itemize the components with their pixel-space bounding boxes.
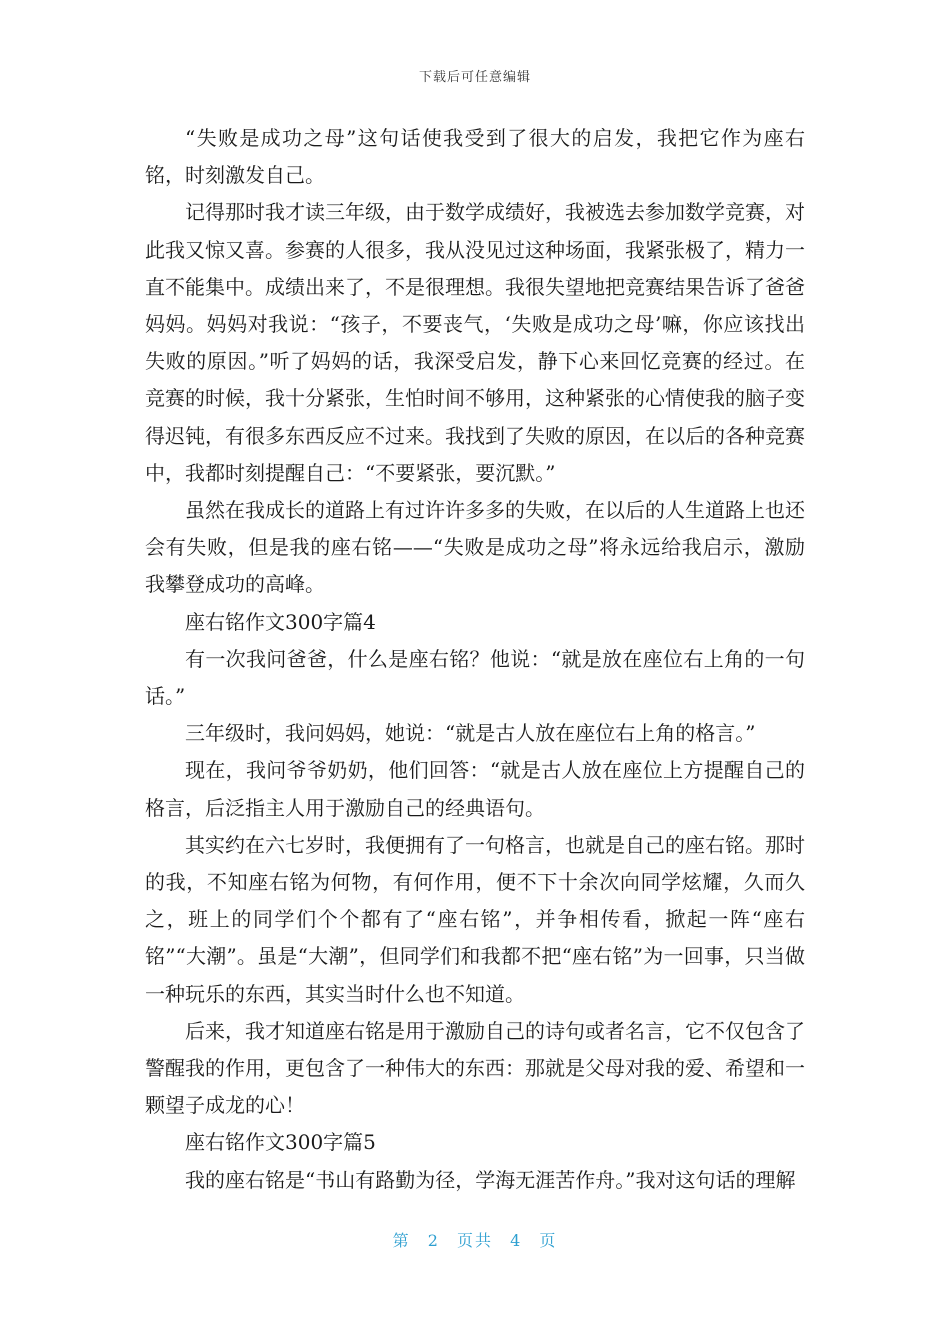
paragraph-ask-father: 有一次我问爸爸，什么是座右铭？他说：“就是放在座位右上角的一句话。” [145,646,805,709]
page-header: 下载后可任意编辑 [418,70,531,85]
page-footer: 第 2 页共 4 页 [392,1231,558,1250]
section-heading-essay-5: 座右铭作文300字篇5 [185,1130,376,1155]
document-body [145,120,805,1199]
paragraph-conclusion: 虽然在我成长的道路上有过许许多多的失败，在以后的人生道路上也还会有失败，但是我的座右铭——“失败是成功之母”将永远给我启示，激励我攀登成功的高峰。 [145,498,805,597]
paragraph-later-understanding: 后来，我才知道座右铭是用于激励自己的诗句或者名言，它不仅包含了警醒我的作用，更包含了一种伟大的东西：那就是父母对我的爱、希望和一颗望子成龙的心！ [145,1018,805,1118]
paragraph-ask-grandparents: 现在，我问爷爷奶奶，他们回答：“就是古人放在座位上方提醒自己的格言，后泛指主人用于激励自己的经典语句。 [145,758,805,820]
section-heading-essay-4: 座右铭作文300字篇4 [185,609,376,634]
paragraph-childhood-motto: 其实约在六七岁时，我便拥有了一句格言，也就是自己的座右铭。那时的我，不知座右铭为何物，有何作用，便不下十余次向同学炫耀，久而久之，班上的同学们个个都有了“座右铭”，并争相传看，掀起一阵“座右铭”“大潮”。虽是“大潮”，但同学们和我都不把“座右铭”为一回事，只当做一种玩乐的东西，其实当时什么也不知道。 [145,832,805,1006]
paragraph-ask-mother: 三年级时，我问妈妈，她说：“就是古人放在座位右上角的格言。” [185,721,756,746]
paragraph-essay-5-opening: 我的座右铭是“书山有路勤为径，学海无涯苦作舟。”我对这句话的理解 [185,1167,796,1192]
paragraph-motto-intro: “失败是成功之母”这句话使我受到了很大的启发，我把它作为座右铭，时刻激发自己。 [145,126,805,188]
paragraph-math-contest: 记得那时我才读三年级，由于数学成绩好，我被选去参加数学竞赛，对此我又惊又喜。参赛的人很多，我从没见过这种场面，我紧张极了，精力一直不能集中。成绩出来了，不是很理想。我很失望地把竞赛结果告诉了爸爸妈妈。妈妈对我说：“孩子，不要丧气，‘失败是成功之母’嘛，你应该找出失败的原因。”听了妈妈的话，我深受启发，静下心来回忆竞赛的经过。在竞赛的时候，我十分紧张，生怕时间不够用，这种紧张的心情使我的脑子变得迟钝，有很多东西反应不过来。我找到了失败的原因，在以后的各种竞赛中，我都时刻提醒自己：“不要紧张，要沉默。” [145,200,805,485]
